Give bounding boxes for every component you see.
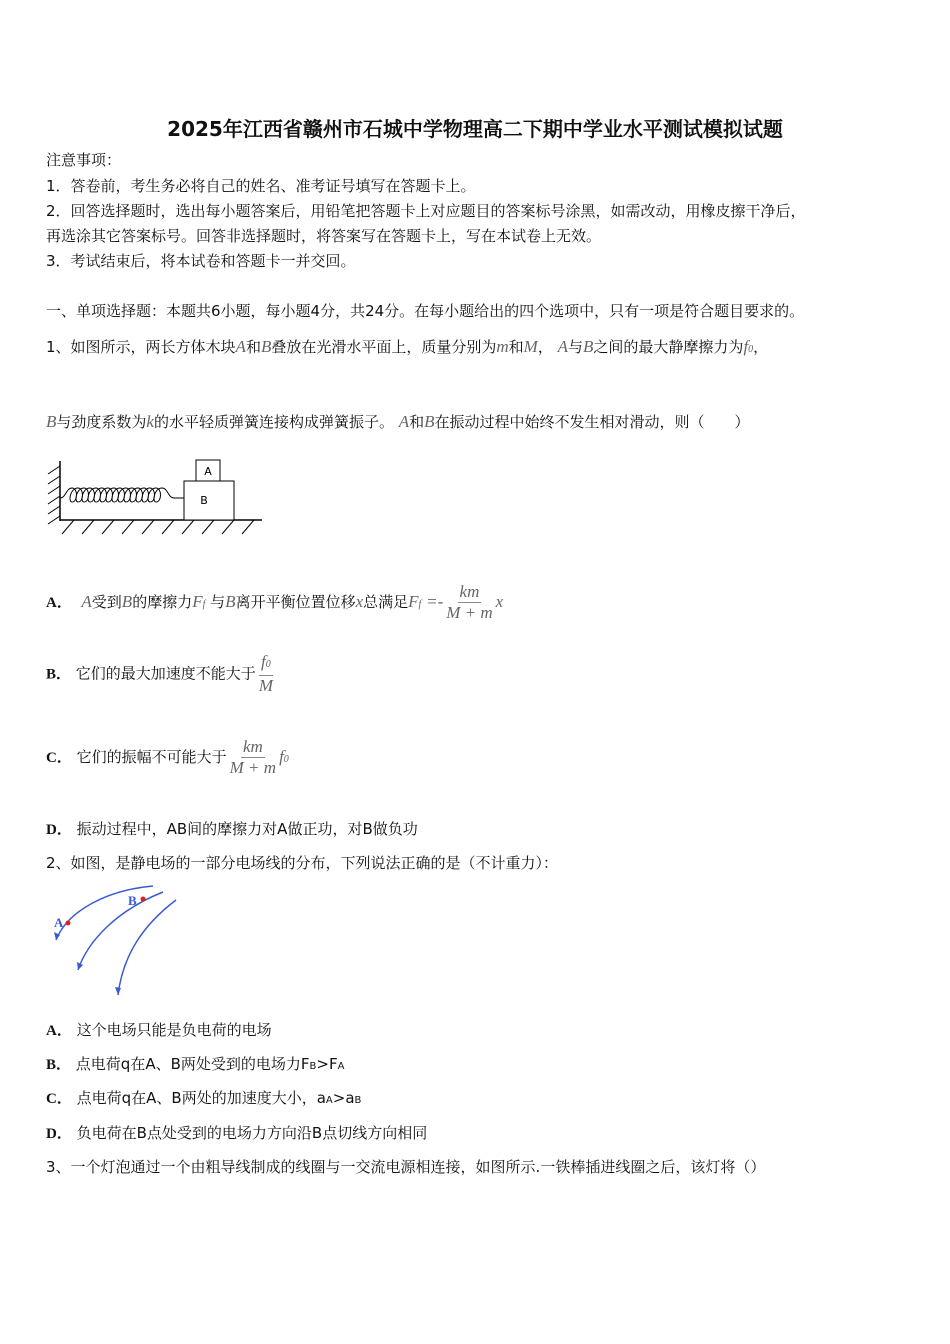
text: 在振动过程中始终不发生相对滑动，则（ ） bbox=[434, 413, 750, 431]
notice-item: 3．考试结束后，将本试卷和答题卡一并交回。 bbox=[46, 252, 356, 270]
spring-oscillator-figure bbox=[44, 456, 266, 538]
block-b-label: B bbox=[200, 494, 208, 507]
denominator: M + m bbox=[446, 603, 493, 622]
math: B bbox=[424, 412, 435, 431]
option-label: B． bbox=[46, 666, 72, 683]
q1-option-b bbox=[46, 652, 276, 696]
text: 振动过程中，AB间的摩擦力对A做正功，对B做负功 bbox=[76, 820, 418, 838]
option-label: C． bbox=[46, 1091, 72, 1107]
text: 点电荷q在A、B两处受到的电场力F bbox=[75, 1055, 310, 1073]
math: x bbox=[495, 592, 504, 611]
math: A bbox=[398, 412, 410, 431]
notice-item: 2．回答选择题时，选出每小题答案后，用铅笔把答题卡上对应题目的答案标号涂黑，如需改动，用橡皮擦干净后， bbox=[46, 202, 806, 220]
fraction bbox=[230, 737, 276, 778]
text: 和 bbox=[409, 413, 425, 431]
notice-heading: 注意事项： bbox=[46, 151, 122, 169]
text: 与劲度系数为 bbox=[56, 413, 147, 431]
text: 的摩擦力 bbox=[132, 593, 193, 611]
q2-option-a bbox=[46, 1020, 272, 1041]
fraction bbox=[446, 582, 492, 623]
option-label: D． bbox=[46, 822, 72, 838]
text: 它们的最大加速度不能大于 bbox=[75, 664, 256, 683]
math: k bbox=[146, 412, 154, 431]
math: B bbox=[46, 412, 57, 431]
math: =- bbox=[426, 592, 444, 611]
numerator: km bbox=[459, 582, 480, 601]
math: A bbox=[81, 592, 92, 611]
math: 0 bbox=[748, 344, 754, 355]
math: B bbox=[225, 592, 236, 611]
option-label: C． bbox=[46, 750, 72, 766]
text: 这个电场只能是负电荷的电场 bbox=[76, 1021, 272, 1039]
subscript: A bbox=[337, 1061, 345, 1072]
option-label: A． bbox=[46, 1023, 72, 1039]
text: 与 bbox=[210, 593, 226, 611]
math: f bbox=[279, 747, 284, 766]
text: 与 bbox=[568, 338, 584, 356]
q2-option-b bbox=[46, 1054, 344, 1077]
q1-option-a bbox=[46, 582, 503, 625]
point-a-label: A bbox=[54, 915, 64, 930]
text: 受到 bbox=[91, 593, 122, 611]
math: A bbox=[557, 337, 569, 356]
point-b-label: B bbox=[128, 893, 137, 908]
option-label: B． bbox=[46, 1057, 72, 1073]
text: 和 bbox=[508, 338, 524, 356]
text: 它们的振幅不可能大于 bbox=[76, 748, 227, 766]
math: F bbox=[192, 592, 203, 611]
math: 0 bbox=[283, 754, 289, 765]
text: 负电荷在B点处受到的电场力方向沿B点切线方向相同 bbox=[76, 1124, 428, 1142]
math: f bbox=[202, 599, 206, 610]
denominator: M + m bbox=[229, 758, 277, 777]
text: 之间的最大静摩擦力为 bbox=[593, 338, 744, 356]
subscript: A bbox=[325, 1095, 333, 1106]
q1-stem-line1 bbox=[46, 337, 768, 360]
text: 和 bbox=[245, 338, 261, 356]
math: B bbox=[260, 337, 272, 356]
math: A bbox=[235, 337, 246, 356]
q2-option-d bbox=[46, 1123, 427, 1144]
q1-stem-line2 bbox=[46, 412, 750, 432]
math: M bbox=[523, 337, 538, 356]
text: 的水平轻质弹簧连接构成弹簧振子。 bbox=[153, 413, 394, 431]
notice-item: 1．答卷前，考生务必将自己的姓名、准考证号填写在答题卡上。 bbox=[46, 177, 476, 195]
fraction bbox=[259, 652, 273, 696]
q1-option-c bbox=[46, 737, 289, 778]
math: B bbox=[583, 337, 594, 356]
option-label: D． bbox=[46, 1126, 72, 1142]
subscript: B bbox=[354, 1095, 362, 1106]
block-a-label: A bbox=[204, 465, 212, 478]
numerator: km bbox=[242, 737, 263, 756]
option-label: A． bbox=[46, 595, 72, 611]
math: m bbox=[496, 337, 509, 356]
math: f bbox=[261, 652, 266, 671]
q2-stem: 2、如图，是静电场的一部分电场线的分布，下列说法正确的是（不计重力）： bbox=[46, 854, 559, 872]
text: 离开平衡位置位移 bbox=[235, 593, 356, 611]
notice-item: 再选涂其它答案标号。回答非选择题时，将答案写在答题卡上，写在本试卷上无效。 bbox=[46, 227, 602, 245]
text: 1、如图所示，两长方体木块 bbox=[46, 338, 236, 356]
denominator: M bbox=[258, 676, 273, 695]
math: x bbox=[355, 592, 364, 611]
math: F bbox=[408, 592, 419, 611]
math: 0 bbox=[265, 659, 271, 670]
math: f bbox=[743, 337, 749, 356]
text: ， bbox=[753, 338, 769, 356]
electric-field-figure bbox=[48, 880, 183, 1002]
text: ， bbox=[537, 338, 553, 356]
text: >a bbox=[332, 1089, 355, 1107]
numerator bbox=[259, 652, 273, 676]
text: 总满足 bbox=[363, 593, 409, 611]
text: 点电荷q在A、B两处的加速度大小，a bbox=[76, 1089, 326, 1107]
math: B bbox=[121, 592, 133, 611]
text: 叠放在光滑水平面上，质量分别为 bbox=[271, 338, 497, 356]
math: f bbox=[418, 599, 422, 610]
q3-stem: 3、一个灯泡通过一个由粗导线制成的线圈与一交流电源相连接，如图所示.一铁棒插进线圈之后，该灯将（） bbox=[46, 1158, 766, 1176]
section-heading: 一、单项选择题：本题共6小题，每小题4分，共24分。在每小题给出的四个选项中，只有一项是符合题目要求的。 bbox=[46, 302, 805, 320]
subscript: B bbox=[309, 1061, 317, 1072]
page-title: 2025年江西省赣州市石城中学物理高二下期中学业水平测试模拟试题 bbox=[167, 117, 783, 141]
q2-option-c bbox=[46, 1088, 361, 1111]
q1-option-d bbox=[46, 819, 418, 840]
text: >F bbox=[316, 1055, 338, 1073]
